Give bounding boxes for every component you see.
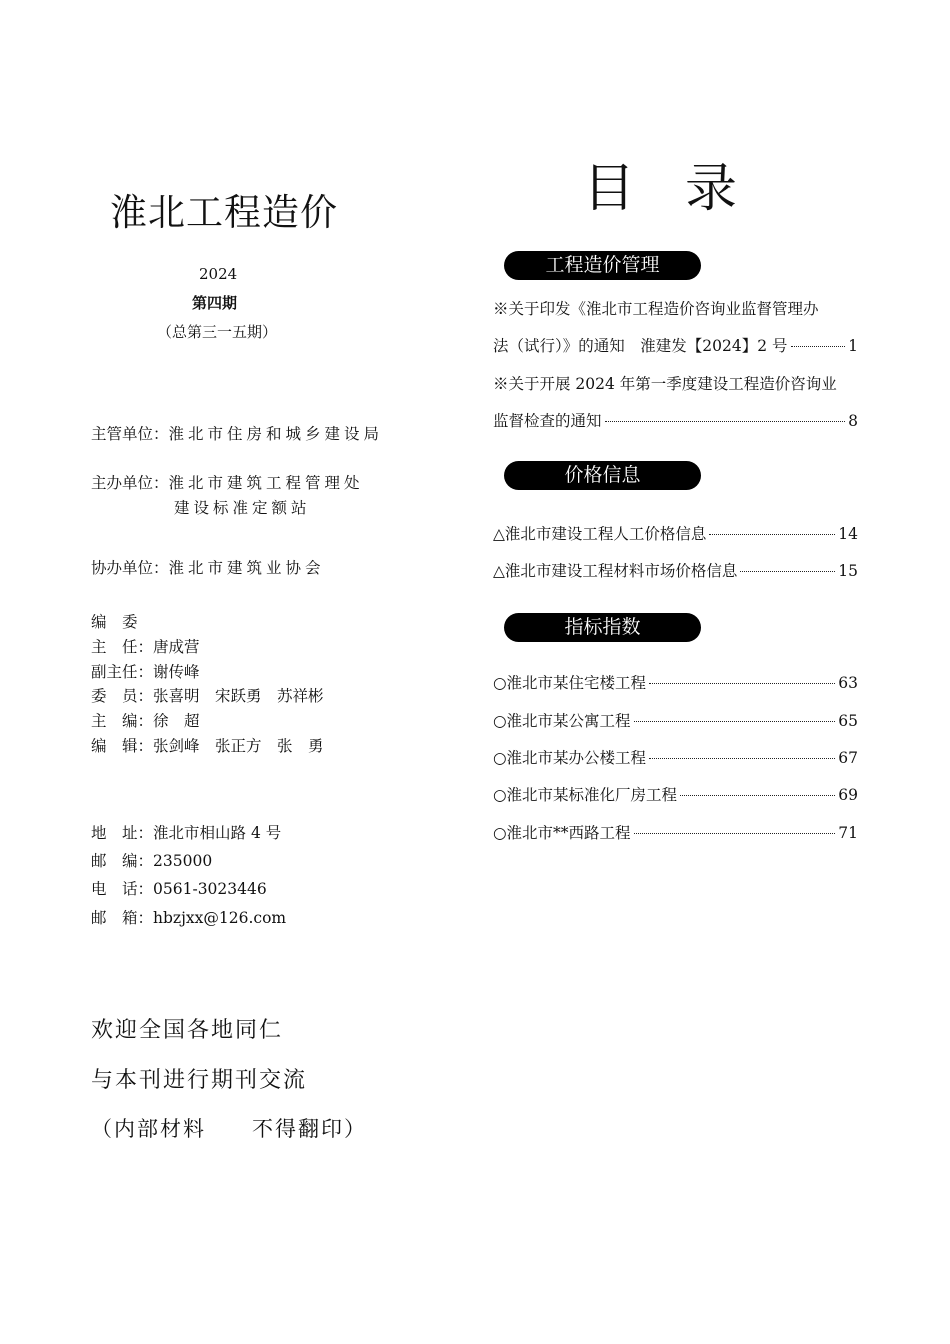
co-sponsor-value: 淮北市建筑业协会	[168, 559, 325, 577]
toc-entry-text: ○淮北市某住宅楼工程	[493, 674, 647, 692]
toc-entry-page: 15	[838, 562, 858, 580]
committee-member	[91, 684, 324, 706]
toc-entry-page: 14	[838, 525, 858, 543]
journal-title: 淮北工程造价	[110, 191, 338, 234]
co-sponsor-unit	[91, 556, 325, 578]
journal-year: 2024	[199, 265, 238, 283]
contact-phone	[91, 877, 267, 899]
toc-entry-text: ○淮北市**西路工程	[493, 824, 631, 842]
toc-entry-text: 法（试行）》的通知 淮建发【2024】2 号	[493, 337, 788, 355]
committee-names: 唐成营	[153, 638, 200, 656]
slogan-line2: 与本刊进行期刊交流	[91, 1068, 308, 1093]
toc-entry[interactable]	[493, 783, 858, 805]
committee-member	[91, 734, 324, 756]
leader-dots	[791, 346, 846, 347]
sponsor-unit	[91, 471, 364, 493]
journal-total-issue: （总第三一五期）	[157, 323, 278, 341]
leader-dots	[740, 571, 835, 572]
leader-dots	[649, 758, 835, 759]
toc-entry-line1[interactable]: ※关于开展 2024 年第一季度建设工程造价咨询业	[493, 375, 837, 393]
leader-dots	[634, 833, 836, 834]
contact-value: hbzjxx@126.com	[153, 909, 287, 927]
supervisor-label: 主管单位：	[91, 425, 169, 443]
section-heading-cost-management: 工程造价管理	[504, 251, 701, 280]
committee-member	[91, 635, 200, 657]
leader-dots	[634, 721, 836, 722]
contact-label: 地 址：	[91, 824, 154, 842]
contact-email	[91, 906, 286, 928]
toc-entry-text: ○淮北市某办公楼工程	[493, 749, 647, 767]
slogan-line3: （内部材料 不得翻印）	[91, 1117, 367, 1141]
toc-entry[interactable]	[493, 746, 858, 768]
toc-entry-page: 69	[838, 786, 858, 804]
contact-label: 电 话：	[91, 880, 154, 898]
section-heading-price-info: 价格信息	[504, 461, 701, 490]
toc-entry-page: 63	[838, 674, 858, 692]
toc-entry[interactable]	[493, 522, 858, 544]
contact-label: 邮 编：	[91, 852, 154, 870]
toc-entry-page: 65	[838, 712, 858, 730]
committee-names: 谢传峰	[153, 663, 200, 681]
toc-entry-text: ○淮北市某标准化厂房工程	[493, 786, 678, 804]
leader-dots	[649, 683, 835, 684]
slogan-line1: 欢迎全国各地同仁	[91, 1018, 284, 1043]
committee-heading: 编 委	[91, 613, 138, 631]
contact-address	[91, 821, 281, 843]
toc-entry[interactable]	[493, 671, 858, 693]
supervisor-value: 淮北市住房和城乡建设局	[168, 425, 384, 443]
toc-entry[interactable]	[493, 334, 858, 356]
toc-entry-page: 71	[838, 824, 858, 842]
toc-entry-text: ○淮北市某公寓工程	[493, 712, 631, 730]
toc-entry-page: 8	[848, 412, 858, 430]
toc-entry-page: 67	[838, 749, 858, 767]
committee-member	[91, 660, 200, 682]
committee-member	[91, 709, 200, 731]
committee-role: 委 员：	[91, 687, 154, 705]
supervisor-unit	[91, 422, 383, 444]
leader-dots	[709, 534, 835, 535]
leader-dots	[680, 795, 835, 796]
toc-entry-page: 1	[848, 337, 858, 355]
sponsor-value-line2: 建设标准定额站	[174, 499, 311, 517]
contact-value: 淮北市相山路 4 号	[153, 824, 282, 842]
toc-title: 目录	[583, 159, 788, 219]
co-sponsor-label: 协办单位：	[91, 559, 169, 577]
committee-role: 副主任：	[91, 663, 154, 681]
toc-entry[interactable]	[493, 409, 858, 431]
toc-entry-text: △淮北市建设工程人工价格信息	[493, 525, 707, 543]
contact-postcode	[91, 849, 212, 871]
committee-role: 主 任：	[91, 638, 154, 656]
sponsor-value: 淮北市建筑工程管理处	[168, 474, 364, 492]
sponsor-label: 主办单位：	[91, 474, 169, 492]
leader-dots	[605, 421, 846, 422]
toc-entry-text: △淮北市建设工程材料市场价格信息	[493, 562, 738, 580]
journal-issue: 第四期	[192, 294, 238, 312]
contact-value: 235000	[153, 852, 213, 870]
toc-entry[interactable]	[493, 821, 858, 843]
toc-entry-line1[interactable]: ※关于印发《淮北市工程造价咨询业监督管理办	[493, 300, 819, 318]
committee-names: 徐 超	[153, 712, 200, 730]
section-heading-index: 指标指数	[504, 613, 701, 642]
contact-label: 邮 箱：	[91, 909, 154, 927]
committee-names: 张喜明 宋跃勇 苏祥彬	[153, 687, 324, 705]
toc-entry[interactable]	[493, 709, 858, 731]
committee-role: 编 辑：	[91, 737, 154, 755]
contact-value: 0561-3023446	[153, 880, 267, 898]
committee-role: 主 编：	[91, 712, 154, 730]
toc-entry-text: 监督检查的通知	[493, 412, 602, 430]
committee-names: 张剑峰 张正方 张 勇	[153, 737, 324, 755]
toc-entry[interactable]	[493, 559, 858, 581]
